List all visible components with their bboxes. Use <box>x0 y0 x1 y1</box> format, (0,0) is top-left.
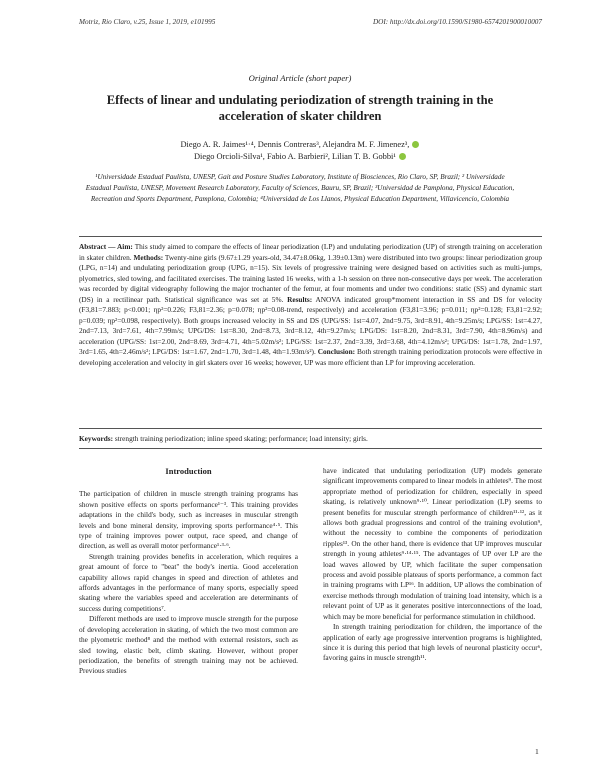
abstract-conclusion-label: Conclusion: <box>317 347 356 357</box>
paragraph: have indicated that undulating periodization (UP) models generate significant improvements compared to linear models in athletes⁹. The most appropriate method of periodization for children, especially in speed skating, is relatively unknown⁹·¹⁰. Linear periodization (LP) seems to present benefits for muscular strength performance of children¹¹·¹², as it allows both gradual progressions and control of the training evolution⁹, without the necessity to combine the components of periodization ripples¹³. On the other hand, there is evidence that UP improves muscular strength in young athletes⁹·¹⁴·¹⁵. The advantages of UP over LP are the load waves allowed by UP, which facilitate the super compensation process and avoid possible plateaus of sports performance, a common fact in training programs with LP¹⁶. In addition, UP allows the combination of exercise methods through modulation of training load intensity, which is a relevant point of UP as it generates positive interconnections of the load, which may be more beneficial for performance stimulation in childhood. <box>323 466 542 621</box>
author-line-1 <box>120 139 480 151</box>
article-title: Effects of linear and undulating periodization of strength training in the acceleration of skater children <box>106 93 494 123</box>
paragraph: Different methods are used to improve muscle strength for the purpose of developing acceleration in skating, of which the two most common are the plyometric method⁸ and the method with external resistors, such as sled towing, elastic belt, climb skating. However, without proper periodization, the benefits of strength training may not be achieved. Previous studies <box>79 614 298 676</box>
authors-text-2: Diego Orcioli-Silva¹, Fabio A. Barbieri², Lilian T. B. Gobbi¹ <box>193 152 396 161</box>
authors-text-1: Diego A. R. Jaimes¹·⁴, Dennis Contreras³, Alejandra M. F. Jimenez³, <box>180 140 410 149</box>
page-number: 1 <box>535 747 539 756</box>
orcid-icon[interactable] <box>412 141 419 148</box>
divider-bottom <box>79 448 542 449</box>
paragraph: In strength training periodization for children, the importance of the application of early age progressive intervention programs is highlighted, since it is during this period that high levels of neuronal plasticity occur⁶, favoring gains in muscle strength¹¹. <box>323 622 542 663</box>
section-heading-introduction: Introduction <box>165 466 212 476</box>
abstract-results: ANOVA indicated group*moment interaction in SS and DS for velocity (F3,81=7.883; p<0.001; ηp²=0.226; F3,81=2.36; p=0.078; ηp²=0.08-trend, respectively) and acceleration (F3,81=3.96; p=0.011; ηp²=0.128; F3,81=2.92; p=0.039; ηp²=0.098, respectively). Both groups increased velocity in SS and DS (UPG/SS: 1st=4.07, 2nd=9.75, 3rd=8.91, 4th=9.25m/s; LPG/SS: 1st=4.27, 2nd=7.13, 3rd=7.61, 4th=7.99m/s; UPG/DS: 1st=8.30, 2nd=8.73, 3rd=8.12, 4th=9.27m/s; LPG/DS: 1st=8.20, 2nd=8.31, 3rd=7.90, 4th=8.96m/s) and acceleration (UPG/SS: 1st=2.00, 2nd=8.69, 3rd=4.71, 4th=5.02m/s²; LPG/SS: 1st=2.37, 2nd=3.39, 3rd=3.68, 4th=4.12m/s²; UPG/DS: 1st=1.78, 2nd=1.97, 3rd=1.65, 4th=2.46m/s²; LPG/DS: 1st=1.67, 2nd=1.70, 3rd=1.48, 4th=1.93m/s²). <box>79 294 542 357</box>
divider-top <box>79 236 542 237</box>
affiliations: ¹Universidade Estadual Paulista, UNESP, Gait and Posture Studies Laboratory, Institute of Biosciences, Rio Claro, SP, Brazil; ² Universidade Estadual Paulista, UNESP, Movement Research Laboratory, Faculty of Sciences, Bauru, SP, Brazil; ³Universidad de Pamplona, Physical Education, Recreation and Sports Department, Pamplona, Colombia; ⁴Universidad de Los Llanos, Physical Education Department, Villavicencio, Colombia <box>85 173 515 203</box>
abstract-results-label: Results: <box>287 294 313 304</box>
keywords <box>79 434 542 444</box>
column-right <box>323 466 542 664</box>
journal-citation: Motriz, Rio Claro, v.25, Issue 1, 2019, e101995 <box>79 18 216 26</box>
paragraph: The participation of children in muscle strength training programs has shown positive effects on sports performance¹⁻³. This training provides adaptations in the child's body, such as increases in muscular strength levels and bone mineral density, improving sports performance⁴·⁵. This type of training improves power output, race speed, and change of direction, as well as overall motor performance¹·³·⁶. <box>79 489 298 551</box>
keywords-label: Keywords: <box>79 434 114 443</box>
author-line-2 <box>120 151 480 163</box>
column-left <box>79 466 298 677</box>
paragraph: Strength training provides benefits in acceleration, which requires a great amount of force to "beat" the body's inertia. Good acceleration capability allows rapid changes in speed and direction of athletes and affords advantages in the performance of many sports, especially speed skating where the variables speed and acceleration are determinants of success during competitions⁷. <box>79 551 298 613</box>
abstract-methods-label: Methods: <box>133 252 164 262</box>
keywords-text: strength training periodization; inline speed skating; performance; load intensity; girls. <box>113 434 368 443</box>
abstract-methods: Twenty-nine girls (9.67±1.29 years-old, 34.47±8.06kg, 1.39±0.13m) were distributed into two groups: linear periodization group (LPG, n=14) and undulating periodization group (UPG, n=15). Six levels of progressive training were designed based on activities such as multi-jumps, plyometrics, sled towing, and facilitated exercises. The training lasted 16 weeks, with a 1-h session on three non-consecutive days per week. The acceleration was recorded by digital videography following the major trochanter of the femur, at four moments and under two conditions: static (SS) and dynamic start (DS) in a rectilinear path. Statistical significance was set at 5%. <box>79 252 542 304</box>
article-type: Original Article (short paper) <box>248 73 352 83</box>
author-list <box>120 139 480 163</box>
divider-middle <box>79 428 542 429</box>
abstract <box>79 242 542 369</box>
orcid-icon[interactable] <box>399 153 406 160</box>
doi-link[interactable]: DOI: http://dx.doi.org/10.1590/S1980-6574201900010007 <box>372 18 542 26</box>
abstract-aim-label: Abstract — Aim: <box>79 242 133 251</box>
abstract-aim: This study aimed to compare the effects of linear periodization (LP) and undulating periodization (UP) of strength training on acceleration in skater children. <box>79 242 542 262</box>
abstract-conclusion: Both strength training periodization protocols were effective in developing acceleration and velocity in girl skaters over 16 weeks; however, UP was more efficient than LP for improving acceleration. <box>79 347 542 368</box>
